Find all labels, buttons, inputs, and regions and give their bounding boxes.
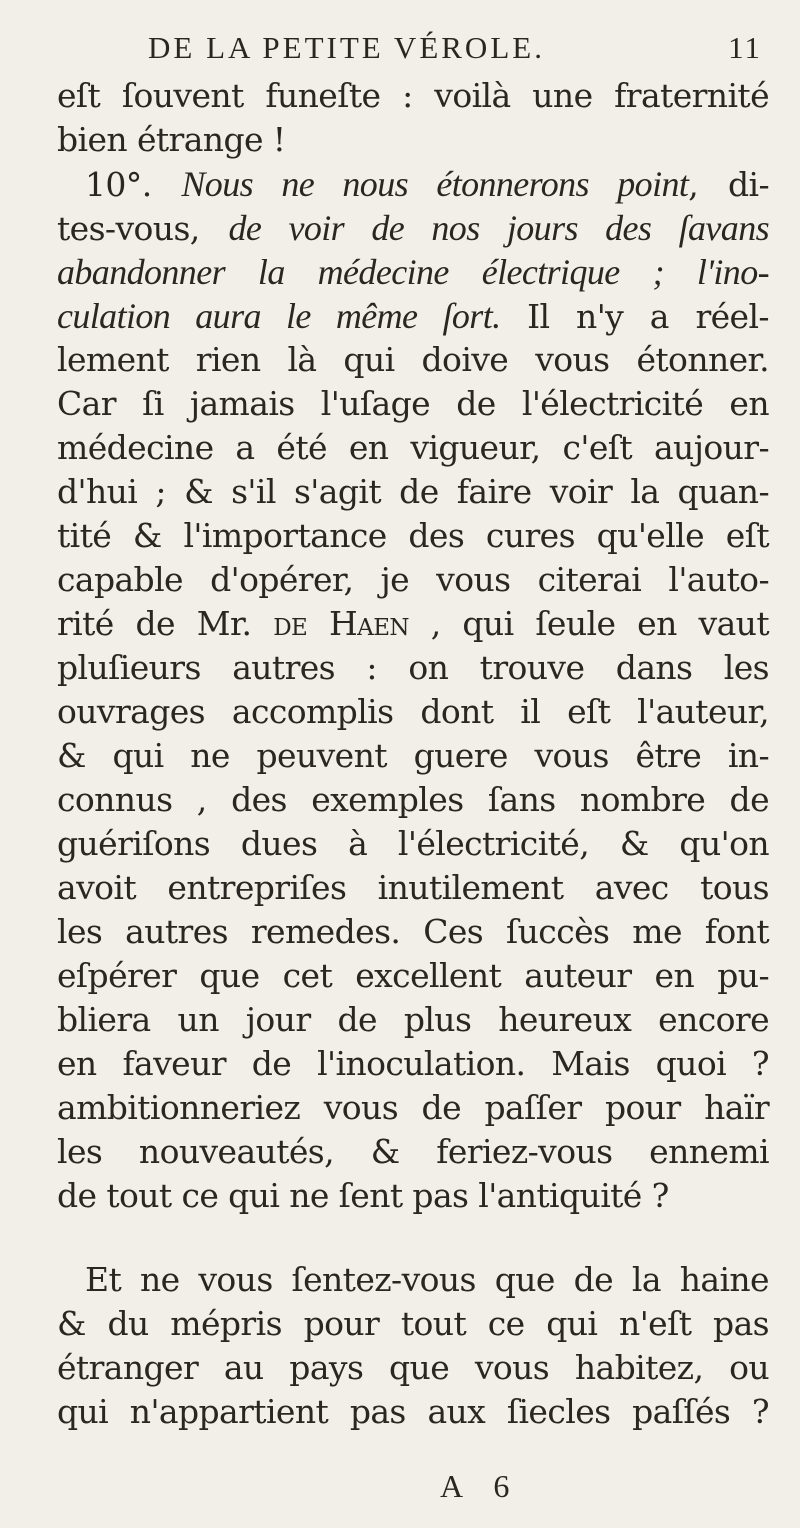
text-segment: lement rien là qui doive vous étonner. [57, 340, 769, 379]
text-segment: ouvrages accomplis dont il eſt l'auteur, [57, 692, 769, 731]
text-segment: rité de Mr. [57, 604, 274, 643]
signature-mark: A 6 [440, 1468, 522, 1504]
text-line [57, 338, 769, 382]
text-segment: de tout ce qui ne ſent pas l'antiquité ? [57, 1176, 669, 1215]
text-line [57, 162, 769, 206]
italic-text: abandonner la médecine électrique ; l'ino- [57, 252, 769, 292]
text-line [57, 1346, 769, 1390]
italic-text: culation aura le même ſort. [57, 296, 501, 336]
text-segment: tes-vous, [57, 209, 229, 248]
text-segment: tité & l'importance des cures qu'elle eſt [57, 516, 769, 555]
text-segment: Il n'y a réel- [500, 297, 769, 336]
text-segment: ambitionneriez vous de paſſer pour haïr [57, 1088, 769, 1127]
text-segment: , di- [688, 165, 769, 204]
text-line [57, 998, 769, 1042]
text-line [57, 866, 769, 910]
text-line [57, 602, 769, 646]
text-line [57, 1174, 769, 1218]
text-segment: d'hui ; & s'il s'agit de faire voir la quan- [57, 472, 769, 511]
text-segment: Car ſi jamais l'uſage de l'électricité en [57, 384, 769, 423]
text-line [57, 1086, 769, 1130]
text-segment: médecine a été en vigueur, c'eſt aujour- [57, 428, 769, 467]
italic-text: de voir de nos jours des ſavans [228, 208, 770, 248]
text-segment: bien étrange ! [57, 120, 286, 159]
running-title: DE LA PETITE VÉROLE. [148, 30, 545, 65]
text-segment: pluſieurs autres : on trouve dans les [57, 648, 769, 687]
text-line [57, 74, 769, 118]
text-segment: eſt ſouvent funeſte : voilà une fraternité [57, 76, 769, 115]
text-line [57, 1042, 769, 1086]
text-segment: les nouveautés, & feriez-vous ennemi [57, 1132, 769, 1171]
page-number: 11 [728, 30, 762, 65]
text-line [57, 1390, 769, 1434]
text-line [57, 1302, 769, 1346]
text-line [57, 778, 769, 822]
text-segment: avoit entrepriſes inutilement avec tous [57, 868, 769, 907]
text-segment: & qui ne peuvent guere vous être in- [57, 736, 769, 775]
text-line [57, 646, 769, 690]
text-line [57, 426, 769, 470]
text-line [57, 514, 769, 558]
text-line [57, 734, 769, 778]
text-segment: en faveur de l'inoculation. Mais quoi ? [57, 1044, 769, 1083]
paragraph-gap [57, 1218, 769, 1258]
text-line [57, 690, 769, 734]
text-segment: guériſons dues à l'électricité, & qu'on [57, 824, 769, 863]
text-line [57, 470, 769, 514]
text-segment: , qui ſeule en vaut [408, 604, 769, 643]
text-segment: étranger au pays que vous habitez, ou [57, 1348, 769, 1387]
running-head [0, 30, 800, 70]
text-line [57, 1258, 769, 1302]
text-segment: 10°. [85, 165, 182, 204]
author-name: de Haen [273, 604, 409, 643]
text-segment: Et ne vous ſentez-vous que de la haine [85, 1260, 769, 1299]
text-line [57, 250, 769, 294]
text-line [57, 382, 769, 426]
italic-text: Nous ne nous étonnerons point [181, 164, 689, 204]
text-line [57, 822, 769, 866]
body-text [57, 74, 769, 1434]
text-line [57, 294, 769, 338]
text-line [57, 558, 769, 602]
text-segment: bliera un jour de plus heureux encore [57, 1000, 769, 1039]
text-segment: eſpérer que cet excellent auteur en pu- [57, 956, 769, 995]
text-line [57, 1130, 769, 1174]
text-segment: capable d'opérer, je vous citerai l'auto- [57, 560, 769, 599]
text-line [57, 910, 769, 954]
text-segment: qui n'appartient pas aux ſiecles paſſés ? [57, 1392, 769, 1431]
text-segment: les autres remedes. Ces ſuccès me font [57, 912, 769, 951]
text-segment: & du mépris pour tout ce qui n'eſt pas [57, 1304, 769, 1343]
text-line [57, 118, 769, 162]
text-segment: connus , des exemples ſans nombre de [57, 780, 769, 819]
text-line [57, 954, 769, 998]
text-line [57, 206, 769, 250]
